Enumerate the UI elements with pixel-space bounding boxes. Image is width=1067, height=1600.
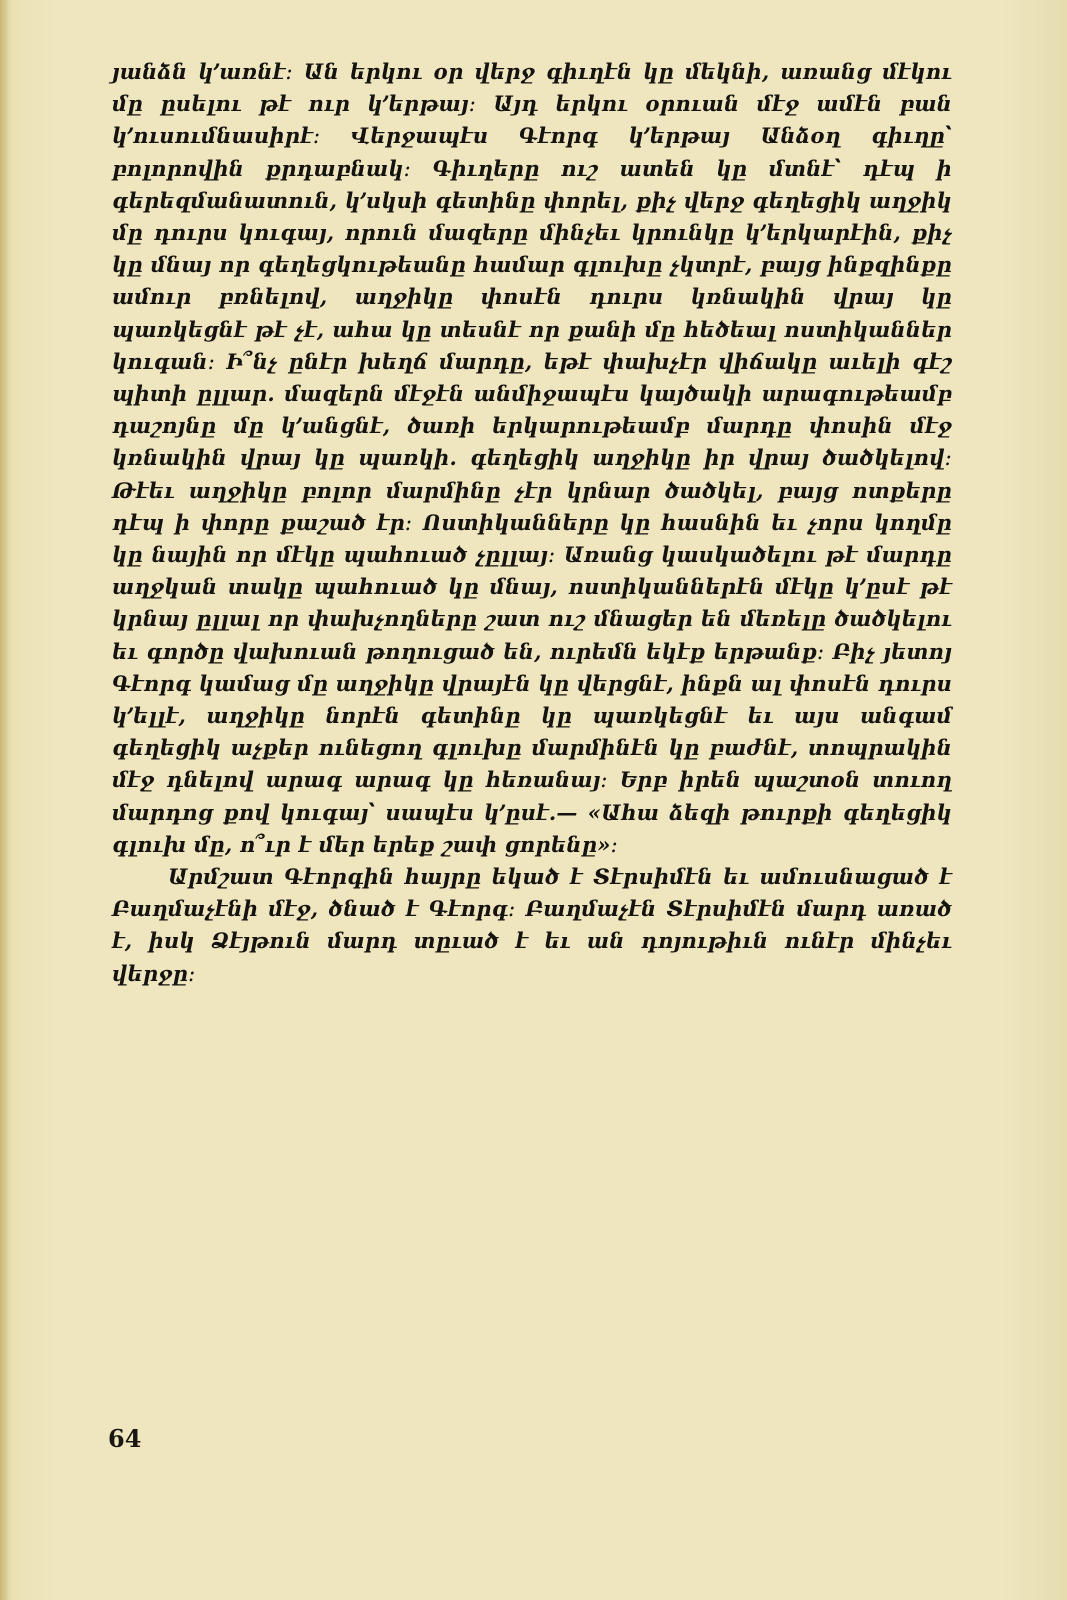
paragraph-2: Արմշատ Գէորգին հայրը եկած է Տէրսիմէն եւ ամուսնացած է Բաղմաչէնի մէջ, ծնած է Գէորգ։ Բաղմաչէն Տէրսիմէն մարդ առած է, իսկ Ձէյթուն մարդ տըւած է եւ ան դոյութիւն ունէր մինչեւ վերջը։: [112, 864, 952, 986]
paragraph-1: յանձն կ՚առնէ։ Ան երկու օր վերջ գիւղէն կը մեկնի, առանց մէկու մը ըսելու թէ ուր կ՚երթայ։ Այդ երկու օրուան մէջ ամէն բան կ՚ուսումնասիրէ։ Վերջապէս Գէորգ կ՚երթայ Անձօղ գիւղը՝ բոլորովին քրդաբնակ։ Գիւղերը ուշ ատեն կը մտնէ՝ դէպ ի գերեզմանատուն, կ՚սկսի գետինը փորել, քիչ վերջ գեղեցիկ աղջիկ մը դուրս կուգայ, որուն մազերը մինչեւ կրունկը կ՚երկարէին, քիչ կը մնայ որ գեղեցկութեանը համար գլուխը չկտրէ, բայց ինքզինքը ամուր բռնելով, աղջիկը փոսէն դուրս կռնակին վրայ կը պառկեցնէ թէ չէ, ահա կը տեսնէ որ քանի մը հեծեալ ոստիկաններ կուգան։ Ի՞նչ ընէր խեղճ մարդը, եթէ փախչէր վիճակը աւելի գէշ պիտի ըլլար. մազերն մէջէն անմիջապէս կայծակի արագութեամբ դաշոյնը մը կ՚անցնէ, ծառի երկարութեամբ մարդը փոսին մէջ կռնակին վրայ կը պառկի. գեղեցիկ աղջիկը իր վրայ ծածկելով։ Թէեւ աղջիկը բոլոր մարմինը չէր կրնար ծածկել, բայց ոտքերը դէպ ի փորը քաշած էր։ Ոստիկանները կը հասնին եւ չորս կողմը կը նային որ մէկը պահուած չըլլայ։ Առանց կասկածելու թէ մարդը աղջկան տակը պահուած կը մնայ, ոստիկաններէն մէկը կ՚ըսէ թէ կրնայ ըլլալ որ փախչողները շատ ուշ մնացեր են մեռելը ծածկելու եւ գործը վախուան թողուցած են, ուրեմն եկէք երթանք։ Բիչ յետոյ Գէորգ կամաց մը աղջիկը վրայէն կը վերցնէ, ինքն ալ փոսէն դուրս կ՚ելլէ, աղջիկը նորէն գետինը կը պառկեցնէ եւ այս անգամ գեղեցիկ աչքեր ունեցող գլուխը մարմինէն կը բաժնէ, տոպրակին մէջ դնելով արագ արագ կը հեռանայ։ Երբ իրեն պաշտօն տուող մարդոց քով կուգայ՝ սապէս կ՚ըսէ.— «Ահա ձեզի թուրքի գեղեցիկ գլուխ մը, ո՞ւր է մեր երեք շափ ցորենը»։: [112, 59, 952, 857]
body-text: [112, 56, 952, 990]
page-number: 64: [108, 1424, 142, 1453]
page-binding-edge: [0, 0, 8, 1600]
